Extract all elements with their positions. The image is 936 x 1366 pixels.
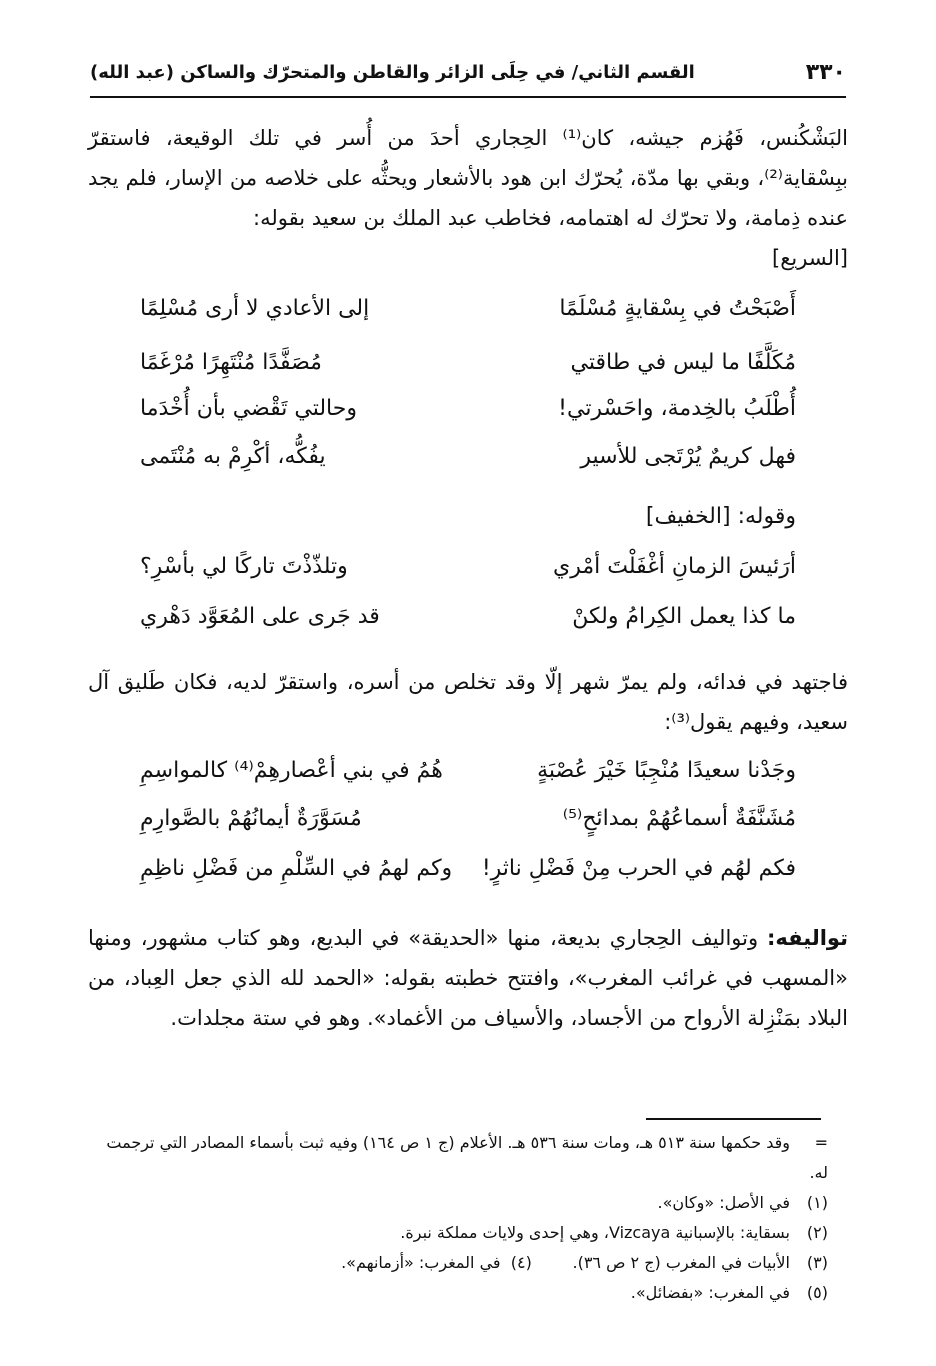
paragraph-3-text xyxy=(88,918,848,1038)
poem2-intro: وقوله: [الخفيف] xyxy=(645,504,796,529)
poem1-verse xyxy=(140,396,796,450)
footnote xyxy=(88,1248,828,1278)
paragraph-3-body: وتواليف الحِجاري بديعة، منها «الحديقة» في البديع، وهو كتاب مشهور، ومنها «المسهب في غرائب المغرب»، وافتتح خطبته بقوله: «الحمد لله الذي جعل العِباد، من البلاد بمَنْزِلة الأرواح من الأجساد، والأسياف من الأغماد». وهو في ستة مجلدات. xyxy=(88,926,848,1030)
footnote-marker: = xyxy=(814,1133,828,1152)
footnote-text: في الأصل: «وكان». xyxy=(657,1193,790,1212)
footnote-divider xyxy=(646,1118,821,1120)
footnotes xyxy=(88,1128,828,1308)
footnote-marker: (١) xyxy=(806,1193,828,1212)
verse-second-hemistich: قد جَرى على المُعَوَّد دَهْري xyxy=(140,604,380,629)
verse-first-hemistich: فكم لهُم في الحرب مِنْ فَضْلِ ناثرٍ! xyxy=(481,856,796,881)
footnote xyxy=(88,1278,828,1308)
poem2-verse xyxy=(140,604,796,658)
page-header xyxy=(90,56,846,98)
poem2-verse xyxy=(140,554,796,608)
verse-first-hemistich: فهل كريمٌ يُرْتَجى للأسير xyxy=(580,444,796,469)
footnote-marker: (٣) xyxy=(806,1253,828,1272)
verse-second-hemistich: إلى الأعادي لا أرى مُسْلِمًا xyxy=(140,296,370,321)
footnote-text: في المغرب: «بفضائل». xyxy=(630,1283,790,1302)
footnote-continuation xyxy=(88,1128,828,1188)
verse-first-hemistich: أرَئيسَ الزمانِ أغْفَلْتَ أمْري xyxy=(552,554,796,579)
verse-second-hemistich: هُمُ في بني أعْصارهِمْ⁽⁴⁾ كالمواسِمِ xyxy=(140,758,443,783)
poem1-verse xyxy=(140,444,796,498)
verse-second-hemistich: مُصَفَّدًا مُنْتَهِرًا مُرْغَمًا xyxy=(140,350,322,375)
poem3-verse xyxy=(140,806,796,860)
verse-first-hemistich: ما كذا يعمل الكِرامُ ولكنْ xyxy=(572,604,796,629)
verse-second-hemistich: وتلذّذْتَ تاركًا لي بأسْرِ؟ xyxy=(140,554,348,579)
footnote-text: الأبيات في المغرب (ج ٢ ص ٣٦). (٤) في المغرب: «أزمانهم». xyxy=(341,1253,790,1272)
paragraph-2-text: فاجتهد في فدائه، ولم يمرّ شهر إلّا وقد تخلص من أسره، واستقرّ لديه، فكان طَليق آل سعيد، وفيهم يقول⁽³⁾: xyxy=(88,670,848,734)
footnote xyxy=(88,1218,828,1248)
paragraph-1 xyxy=(88,118,848,278)
verse-first-hemistich: مُكَلَّفًا ما ليس في طاقتي xyxy=(570,350,796,375)
verse-first-hemistich: أُطْلَبُ بالخِدمة، واحَسْرتي! xyxy=(558,396,796,421)
footnote xyxy=(88,1188,828,1218)
verse-second-hemistich: وحالتي تَقْضي بأن أُخْدَما xyxy=(140,396,357,421)
poem3-verse xyxy=(140,856,796,910)
paragraph-1-text: البَشْكُنس، فَهُزم جيشه، كان⁽¹⁾ الحِجاري أحدَ من أُسر في تلك الوقيعة، فاستقرّ ببِسْقاية⁽²⁾، وبقي بها مدّة، يُحرّك ابن هود بالأشعار ويحثُّه على خلاصه من الإسار، فلم يجد عنده ذِمامة، ولا تحرّك له اهتمامه، فخاطب عبد الملك بن سعيد بقوله: xyxy=(88,126,848,230)
verse-first-hemistich: أَصْبَحْتُ في بِسْقايةٍ مُسْلَمًا xyxy=(559,296,796,321)
footnote-marker: (٥) xyxy=(806,1283,828,1302)
paragraph-2 xyxy=(88,662,848,742)
footnote-text: بسقاية: بالإسبانية Vizcaya، وهي إحدى ولايات مملكة نبرة. xyxy=(400,1223,790,1242)
meter-label: [السريع] xyxy=(772,246,848,270)
verse-second-hemistich: يفُكُّه، أكْرِمْ به مُنْتَمى xyxy=(140,444,326,469)
verse-first-hemistich: مُشَنَّفَةٌ أسماعُهُمْ بمدائحٍ⁽⁵⁾ xyxy=(562,806,796,831)
paragraph-3 xyxy=(88,918,848,1038)
verse-first-hemistich: وجَدْنا سعيدًا مُنْجِبًا خَيْرَ عُصْبَةٍ xyxy=(537,758,796,783)
verse-second-hemistich: وكم لهمُ في السِّلْمِ من فَضْلِ ناظِمِ xyxy=(140,856,453,881)
poem1-verse xyxy=(140,296,796,350)
footnote-marker: (٢) xyxy=(806,1223,828,1242)
page-number: ٣٣٠ xyxy=(805,60,846,85)
running-title: القسم الثاني/ في حِلَى الزائر والقاطن والمتحرّك والساكن (عبد الله) xyxy=(90,62,695,83)
verse-second-hemistich: مُسَوَّرَةٌ أيمانُهُمْ بالصَّوارِمِ xyxy=(140,806,362,831)
poem3-verse xyxy=(140,758,796,812)
footnote-text: وقد حكمها سنة ٥١٣ هـ، ومات سنة ٥٣٦ هـ. الأعلام (ج ١ ص ١٦٤) وفيه ثبت بأسماء المصادر التي ترجمت له. xyxy=(106,1133,828,1182)
section-heading: تواليفه: xyxy=(767,926,848,950)
